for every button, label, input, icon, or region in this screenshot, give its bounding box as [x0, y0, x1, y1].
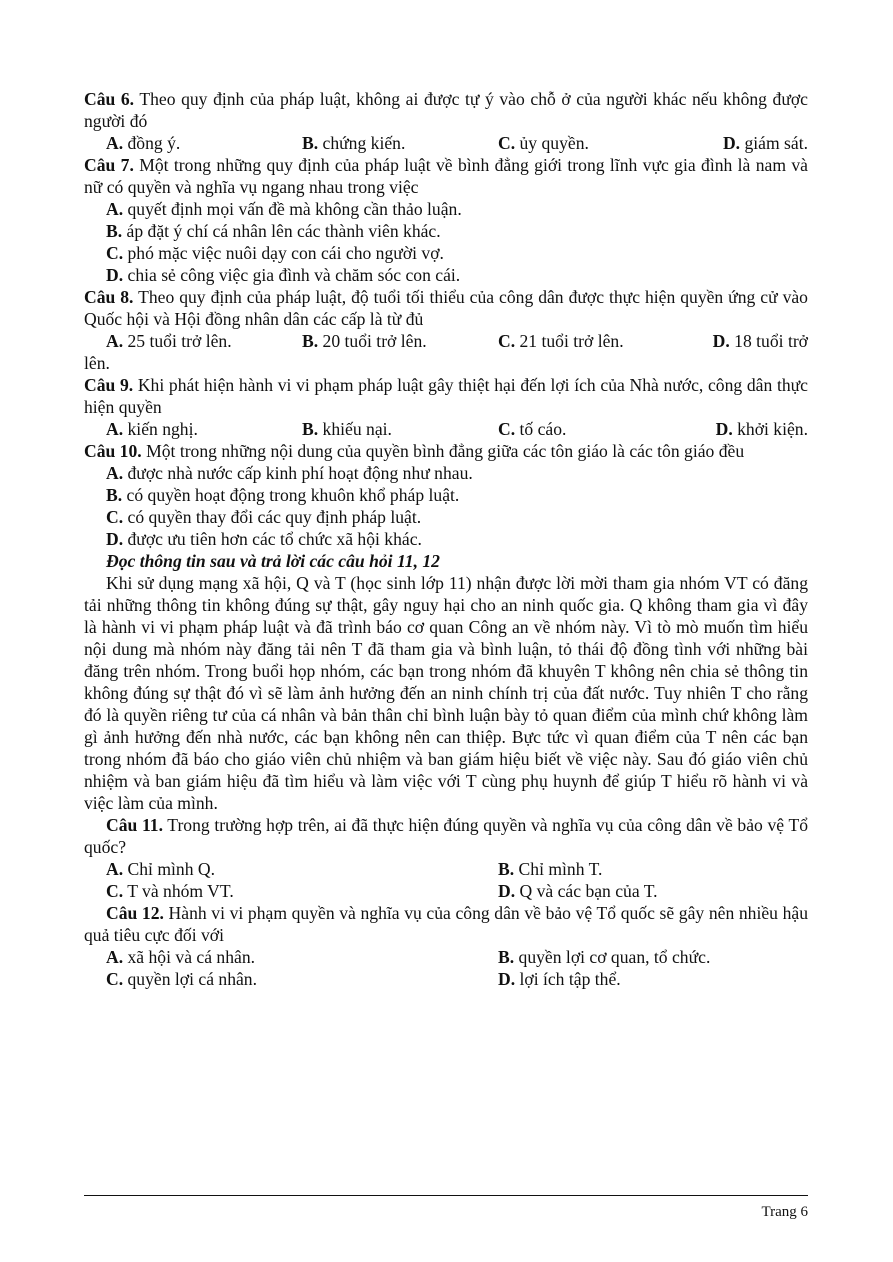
option-d: D. chia sẻ công việc gia đình và chăm sóc con cái. — [106, 265, 461, 285]
option-b: B. quyền lợi cơ quan, tổ chức. — [498, 947, 711, 967]
option-c: C. 21 tuổi trở lên. — [498, 331, 624, 351]
question-12-options-row-2 — [84, 968, 808, 990]
option-d-wrap: lên. — [84, 353, 110, 373]
question-label: Câu 8. — [84, 287, 134, 307]
page-content — [84, 88, 808, 990]
question-11-options-row-1 — [84, 858, 808, 880]
footer-divider — [84, 1195, 808, 1196]
question-text: Khi phát hiện hành vi vi phạm pháp luật gây thiệt hại đến lợi ích của Nhà nước, công dân thực hiện quyền — [84, 375, 808, 417]
question-label: Câu 12. — [106, 903, 164, 923]
option-b: B. 20 tuổi trở lên. — [302, 331, 427, 351]
question-7-stem — [84, 154, 808, 198]
question-text: Hành vi vi phạm quyền và nghĩa vụ của công dân về bảo vệ Tổ quốc sẽ gây nên nhiều hậu quả tiêu cực đối với — [84, 903, 808, 945]
page-number: Trang 6 — [761, 1204, 808, 1220]
question-text: Một trong những quy định của pháp luật về bình đẳng giới trong lĩnh vực gia đình là nam và nữ có quyền và nghĩa vụ ngang nhau trong việc — [84, 155, 808, 197]
option-a: A. đồng ý. — [106, 133, 181, 153]
question-text: Một trong những nội dung của quyền bình đẳng giữa các tôn giáo là các tôn giáo đều — [141, 441, 745, 461]
option-a: A. Chỉ mình Q. — [106, 859, 215, 879]
option-c: C. quyền lợi cá nhân. — [106, 969, 257, 989]
option-b: B. khiếu nại. — [302, 419, 392, 439]
option-a: A. quyết định mọi vấn đề mà không cần thảo luận. — [106, 199, 462, 219]
question-12-options-row-1 — [84, 946, 808, 968]
question-11-options-row-2 — [84, 880, 808, 902]
option-c: C. có quyền thay đổi các quy định pháp luật. — [106, 507, 422, 527]
question-10-stem — [84, 440, 808, 462]
option-c: C. phó mặc việc nuôi dạy con cái cho người vợ. — [106, 243, 444, 263]
question-label: Câu 7. — [84, 155, 134, 175]
question-label: Câu 11. — [106, 815, 163, 835]
question-label: Câu 9. — [84, 375, 134, 395]
option-d: D. được ưu tiên hơn các tổ chức xã hội khác. — [106, 529, 422, 549]
question-text: Theo quy định của pháp luật, không ai được tự ý vào chỗ ở của người khác nếu không được người đó — [84, 89, 808, 131]
question-8-stem — [84, 286, 808, 330]
question-9-stem — [84, 374, 808, 418]
question-6-stem — [84, 88, 808, 132]
option-a: A. được nhà nước cấp kinh phí hoạt động như nhau. — [106, 463, 473, 483]
option-c: C. T và nhóm VT. — [106, 881, 234, 901]
question-text: Trong trường hợp trên, ai đã thực hiện đúng quyền và nghĩa vụ của công dân về bảo vệ Tổ quốc? — [84, 815, 808, 857]
question-9-options — [84, 418, 808, 440]
question-8-options — [84, 330, 808, 352]
option-c: C. tố cáo. — [498, 419, 567, 439]
reading-heading: Đọc thông tin sau và trả lời các câu hỏi 11, 12 — [106, 551, 440, 571]
option-d: D. lợi ích tập thể. — [498, 969, 621, 989]
option-a: A. kiến nghị. — [106, 419, 198, 439]
question-text: Theo quy định của pháp luật, độ tuổi tối thiểu của công dân được thực hiện quyền ứng cử vào Quốc hội và Hội đồng nhân dân các cấp là từ đủ — [84, 287, 808, 329]
option-b: B. có quyền hoạt động trong khuôn khổ pháp luật. — [106, 485, 460, 505]
question-12-stem — [84, 902, 808, 946]
option-d: D. khởi kiện. — [715, 419, 808, 439]
option-a: A. xã hội và cá nhân. — [106, 947, 256, 967]
question-11-stem — [84, 814, 808, 858]
question-label: Câu 6. — [84, 89, 135, 109]
option-d: D. 18 tuổi trở — [712, 331, 808, 351]
option-b: B. áp đặt ý chí cá nhân lên các thành viên khác. — [106, 221, 441, 241]
option-a: A. 25 tuổi trở lên. — [106, 331, 232, 351]
option-c: C. ủy quyền. — [498, 133, 589, 153]
option-b: B. chứng kiến. — [302, 133, 406, 153]
option-d: D. giám sát. — [722, 133, 808, 153]
option-d: D. Q và các bạn của T. — [498, 881, 658, 901]
option-b: B. Chỉ mình T. — [498, 859, 603, 879]
question-6-options — [84, 132, 808, 154]
question-label: Câu 10. — [84, 441, 142, 461]
reading-passage: Khi sử dụng mạng xã hội, Q và T (học sinh lớp 11) nhận được lời mời tham gia nhóm VT có đăng tải những thông tin không đúng sự thật, gây nguy hại cho an ninh quốc gia. Q không tham gia vì đây là hành vi vi phạm pháp luật và đã trình báo cơ quan Công an về nhóm này. Vì tò mò muốn tìm hiểu nội dung mà nhóm này đăng tải nên T đã tham gia và bình luận, tỏ thái độ đồng tình với những bài đăng trên nhóm. Trong buổi họp nhóm, các bạn trong nhóm đã khuyên T không nên chia sẻ thông tin không đúng sự thật đó vì sẽ làm ảnh hưởng đến an ninh chính trị của đất nước. Tuy nhiên T cho rằng đó là quyền riêng tư của cá nhân và bản thân chỉ bình luận bày tỏ quan điểm của mình chứ không làm gì ảnh hưởng đến nhà nước, các bạn không nên can thiệp. Bực tức vì quan điểm của T nên các bạn trong nhóm đã báo cho giáo viên chủ nhiệm và ban giám hiệu biết về việc này. Sau đó giáo viên chủ nhiệm và ban giám hiệu đã tìm hiểu và làm việc với T cùng phụ huynh để giúp T hiểu rõ hành vi và việc làm của mình. — [84, 573, 808, 813]
